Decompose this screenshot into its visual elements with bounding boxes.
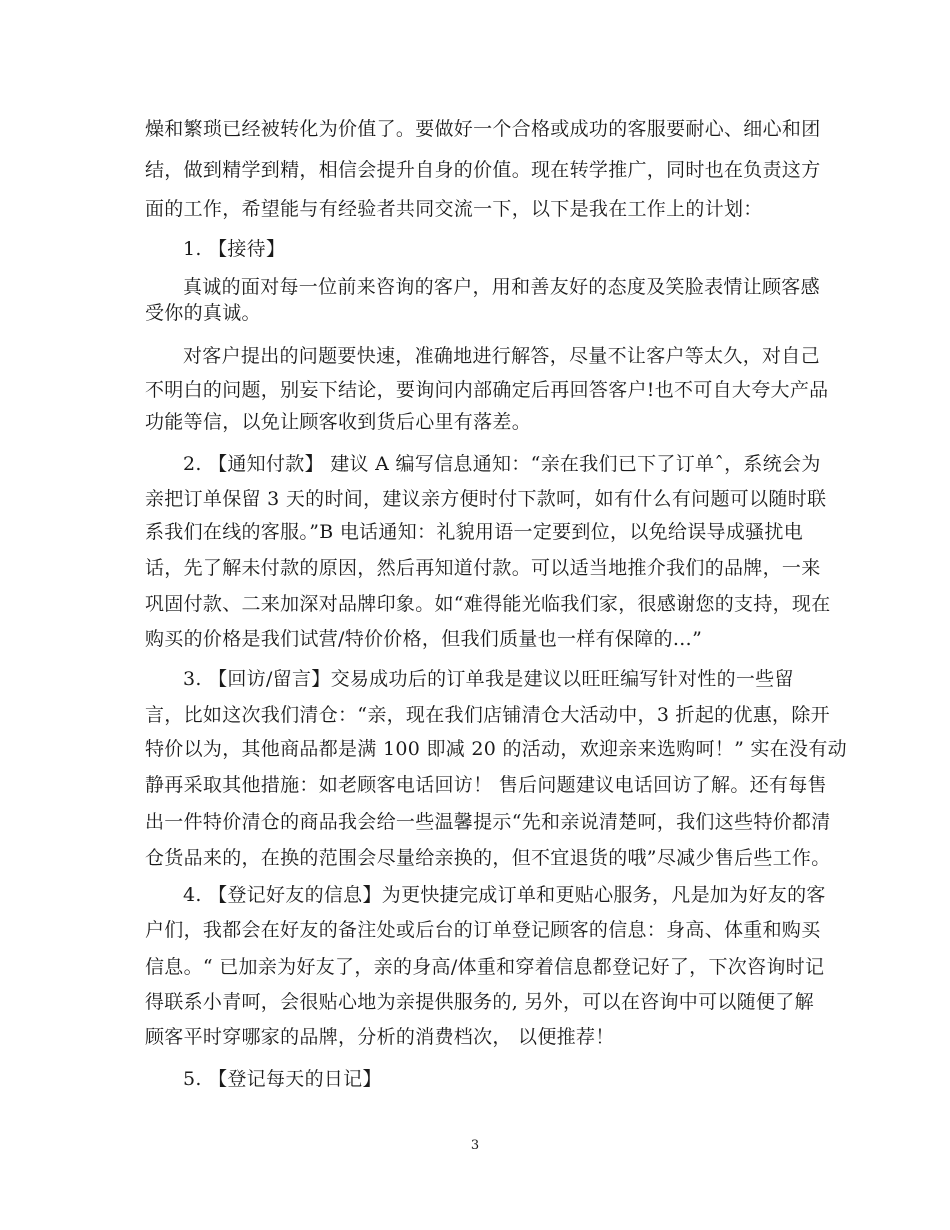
text-line: 信息。“ 已加亲为好友了，亲的身高/体重和穿着信息都登记好了，下次咨询时记 (145, 956, 825, 978)
text-line: 燥和繁琐已经被转化为价值了。要做好一个合格或成功的客服要耐心、细心和团 (145, 118, 821, 140)
text-line: 巩固付款、二来加深对品牌印象。如“难得能光临我们家，很感谢您的支持，现在 (145, 593, 831, 615)
text-line: 对客户提出的问题要快速，准确地进行解答，尽量不让客户等太久，对自己 (183, 345, 820, 367)
text-line: 言，比如这次我们清仓：“亲，现在我们店铺清仓大活动中，3 折起的优惠，除开 (145, 704, 830, 726)
text-line: 亲把订单保留 3 天的时间，建议亲方便时付下款呵，如有什么有问题可以随时联 (145, 488, 827, 510)
text-line: 购买的价格是我们试营/特价价格，但我们质量也一样有保障的…” (145, 628, 703, 650)
text-line: 受你的真诚。 (145, 302, 261, 324)
text-line: 仓货品来的，在换的范围会尽量给亲换的，但不宜退货的哦”尽减少售后些工作。 (145, 847, 831, 869)
section-heading: 4. 【登记好友的信息】为更快捷完成订单和更贴心服务，凡是加为好友的客 (183, 884, 826, 906)
section-heading: 5. 【登记每天的日记】 (183, 1068, 382, 1090)
text-line: 顾客平时穿哪家的品牌，分析的消费档次， 以便推荐！ (145, 1026, 615, 1048)
section-heading: 2. 【通知付款】 建议 A 编写信息通知：“亲在我们已下了订单ˆ，系统会为 (183, 453, 821, 475)
text-line: 功能等信，以免让顾客收到货后心里有落差。 (145, 411, 532, 433)
section-heading: 3. 【回访/留言】交易成功后的订单我是建议以旺旺编写针对性的一些留 (183, 668, 794, 690)
text-line: 得联系小青呵，会很贴心地为亲提供服务的, 另外，可以在咨询中可以随便了解 (145, 991, 814, 1013)
page-number: 3 (470, 1138, 480, 1153)
text-line: 特价以为，其他商品都是满 100 即减 20 的活动，欢迎亲来选购呵！” 实在没有动 (145, 738, 847, 760)
text-line: 真诚的面对每一位前来咨询的客户，用和善友好的态度及笑脸表情让顾客感 (183, 276, 820, 298)
section-heading: 1. 【接待】 (183, 238, 286, 260)
text-line: 结，做到精学到精，相信会提升自身的价值。现在转学推广，同时也在负责这方 (145, 159, 821, 181)
text-line: 出一件特价清仓的商品我会给一些温馨提示“先和亲说清楚呵，我们这些特价都清 (145, 811, 831, 833)
text-line: 面的工作，希望能与有经验者共同交流一下，以下是我在工作上的计划： (145, 198, 763, 220)
text-line: 静再采取其他措施：如老顾客电话回访！ 售后问题建议电话回访了解。还有每售 (145, 774, 827, 796)
text-line: 不明白的问题，别妄下结论，要询问内部确定后再回答客户!也不可自大夸大产品 (145, 379, 829, 401)
text-line: 话，先了解未付款的原因，然后再知道付款。可以适当地推介我们的品牌，一来 (145, 557, 821, 579)
text-line: 户们，我都会在好友的备注处或后台的订单登记顾客的信息：身高、体重和购买 (145, 919, 821, 941)
text-line: 系我们在线的客服。”B 电话通知：礼貌用语一定要到位，以免给误导成骚扰电 (145, 521, 804, 543)
